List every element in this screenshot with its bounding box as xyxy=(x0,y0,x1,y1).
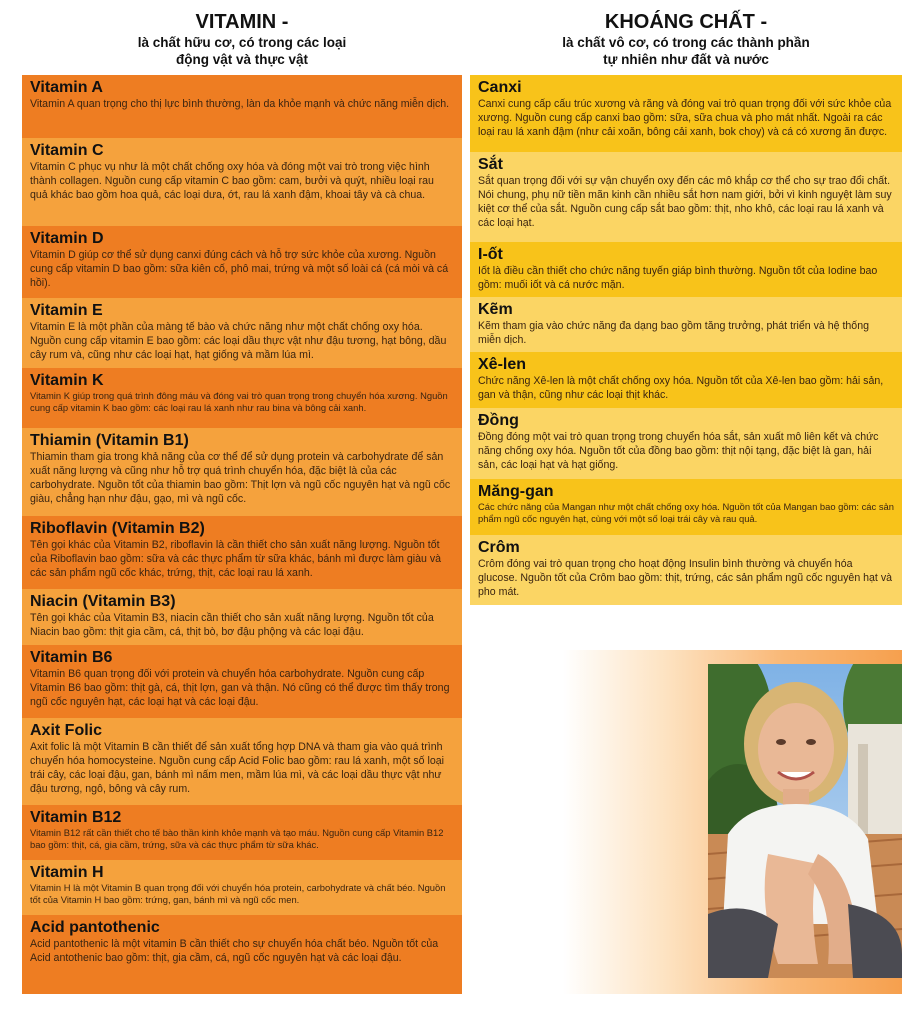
vitamin-item-b6 xyxy=(22,645,462,718)
mineral-item-kem xyxy=(470,297,902,352)
vitamin-desc: Tên gọi khác của Vitamin B2, riboflavin là cần thiết cho sản xuất năng lượng. Nguồn tốt của Riboflavin bao gồm: sữa và các thực phẩm từ sữa khác, bánh mì được làm giàu và các sản phẩm ngũ cốc khác, trứng, thịt, các loại rau lá xanh. xyxy=(30,539,442,579)
mineral-desc: Canxi cung cấp cấu trúc xương và răng và đóng vai trò quan trọng đối với sức khỏe của xương. Nguồn cung cấp canxi bao gồm: sữa, sữa chua và pho mát nhất. Ngoài ra các loại rau lá xanh đậm (như cải xoăn, bông cải xanh, bok choy) và cá có xương ăn được. xyxy=(478,98,892,138)
vitamin-item-a xyxy=(22,75,462,138)
vitamin-name: Vitamin E xyxy=(30,302,103,319)
mineral-subtitle-line1: là chất vô cơ, có trong các thành phần xyxy=(562,35,810,50)
mineral-desc: Sắt quan trọng đối với sự vận chuyển oxy đến các mô khắp cơ thể cho sự trao đổi chất. Nói chung, phụ nữ tiền mãn kinh cần nhiều sắt hơn nam giới, bởi vì kinh nguyệt làm suy kiệt cơ thể của sắt. Nguồn cung cấp sắt bao gồm: thịt, nho khô, các loại rau lá xanh và các loại hạt. xyxy=(478,175,892,229)
mineral-item-dong xyxy=(470,408,902,479)
woman-photo-illustration xyxy=(708,664,902,978)
vitamin-name: Niacin (Vitamin B3) xyxy=(30,593,176,610)
mineral-name: Xê-len xyxy=(478,356,527,373)
vitamin-item-d xyxy=(22,226,462,298)
mineral-item-canxi xyxy=(470,75,902,152)
mineral-desc: Kẽm tham gia vào chức năng đa dạng bao gồm tăng trưởng, phát triển và hệ thống miễn dịch. xyxy=(478,320,869,346)
vitamin-desc: Vitamin K giúp trong quá trình đông máu và đóng vai trò quan trọng trong chuyển hóa xương. Nguồn cung cấp vitamin K bao gồm: các loại rau lá xanh như rau bina và bông cải xanh. xyxy=(30,390,448,413)
mineral-item-xelen xyxy=(470,352,902,408)
mineral-item-manggan xyxy=(470,479,902,535)
vitamin-item-folic xyxy=(22,718,462,805)
woman-photo xyxy=(708,664,902,978)
mineral-desc: Đồng đóng một vai trò quan trọng trong chuyển hóa sắt, sản xuất mô liên kết và chức năng chống oxy hóa. Nguồn tốt của đồng bao gồm: thịt nội tạng, đặc biệt là gan, hải sản, các loại hạt và hạt giống. xyxy=(478,431,879,471)
vitamin-name: Riboflavin (Vitamin B2) xyxy=(30,520,205,537)
vitamin-item-k xyxy=(22,368,462,428)
vitamin-item-b3 xyxy=(22,589,462,645)
vitamin-name: Vitamin H xyxy=(30,864,104,881)
vitamin-desc: Vitamin H là một Vitamin B quan trọng đối với chuyển hóa protein, carbohydrate và chất béo. Nguồn tốt của Vitamin H bao gồm: trứng, gan, bánh mì và ngũ cốc men. xyxy=(30,882,446,905)
vitamin-subtitle-line1: là chất hữu cơ, có trong các loại xyxy=(137,35,347,50)
mineral-name: Măng-gan xyxy=(478,483,554,500)
vitamin-item-e xyxy=(22,298,462,368)
mineral-desc: Chức năng Xê-len là một chất chống oxy hóa. Nguồn tốt của Xê-len bao gồm: hải sản, gan và thận, cũng như các loại thịt khác. xyxy=(478,375,884,401)
vitamin-subtitle-line2: động vật và thực vật xyxy=(175,52,309,67)
mineral-name: Canxi xyxy=(478,79,522,96)
mineral-name: Sắt xyxy=(478,156,503,173)
vitamin-desc: Vitamin B12 rất cần thiết cho tế bào thần kinh khỏe mạnh và tạo máu. Nguồn cung cấp Vitamin B12 bao gồm: thịt, cá, gia cầm, trứng, sữa và các thực phẩm từ sữa khác. xyxy=(30,827,444,850)
vitamin-name: Vitamin B6 xyxy=(30,649,113,666)
mineral-desc: Crôm đóng vai trò quan trọng cho hoạt động Insulin bình thường và chuyển hóa glucose. Nguồn tốt của Crôm bao gồm: thịt, trứng, các sản phẩm ngũ cốc nguyên hạt và pho mát. xyxy=(478,558,893,598)
mineral-desc: Các chức năng của Mangan như một chất chống oxy hóa. Nguồn tốt của Mangan bao gồm: các sản phẩm ngũ cốc nguyên hạt, cùng với một số loại trái cây và rau quả. xyxy=(478,501,894,524)
vitamin-name: Vitamin A xyxy=(30,79,103,96)
vitamin-item-c xyxy=(22,138,462,226)
vitamin-name: Axit Folic xyxy=(30,722,103,739)
mineral-name: I-ốt xyxy=(478,246,503,263)
vitamin-desc: Acid pantothenic là một vitamin B cần thiết cho sự chuyển hóa chất béo. Nguồn tốt của Acid antothenic bao gồm: thịt, gia cầm, cá, ngũ cốc nguyên hạt và các loại đậu. xyxy=(30,938,439,964)
vitamin-name: Vitamin B12 xyxy=(30,809,122,826)
vitamin-desc: Vitamin B6 quan trọng đối với protein và chuyển hóa carbohydrate. Nguồn cung cấp Vitamin B6 bao gồm: thịt gà, cá, thịt lợn, gan và thận. Nó cũng có thể được tìm thấy trong ngũ cốc nguyên hạt, các loại hạt và các loại đậu. xyxy=(30,668,450,708)
vitamin-name: Acid pantothenic xyxy=(30,919,160,936)
vitamin-desc: Vitamin D giúp cơ thể sử dụng canxi đúng cách và hỗ trợ sức khỏe của xương. Nguồn cung cấp vitamin D bao gồm: sữa kiên cố, phô mai, trứng và một số loài cá (cá mòi và cá hồi). xyxy=(30,249,449,289)
vitamin-name: Vitamin K xyxy=(30,372,104,389)
vitamin-item-b12 xyxy=(22,805,462,860)
vitamin-item-b2 xyxy=(22,516,462,589)
vitamin-desc: Tên gọi khác của Vitamin B3, niacin cần thiết cho sản xuất năng lượng. Nguồn tốt của Niacin bao gồm: thịt gia cầm, cá, thịt bò, bơ đậu phộng và các loại đậu. xyxy=(30,612,434,638)
vitamin-item-h xyxy=(22,860,462,915)
mineral-name: Crôm xyxy=(478,539,520,556)
vitamin-name: Thiamin (Vitamin B1) xyxy=(30,432,189,449)
vitamin-list xyxy=(22,75,462,994)
mineral-name: Đồng xyxy=(478,412,519,429)
vitamin-header xyxy=(22,10,462,68)
mineral-item-sat xyxy=(470,152,902,242)
vitamin-name: Vitamin C xyxy=(30,142,104,159)
mineral-subtitle-line2: tự nhiên như đất và nước xyxy=(603,52,769,67)
vitamin-name: Vitamin D xyxy=(30,230,104,247)
vitamin-item-pantothenic xyxy=(22,915,462,994)
mineral-name: Kẽm xyxy=(478,301,513,318)
mineral-header xyxy=(470,10,902,68)
vitamin-desc: Vitamin E là một phần của màng tế bào và chức năng như một chất chống oxy hóa. Nguồn cung cấp vitamin E bao gồm: các loại dầu thực vật như đậu tương, hạt bông, dầu cây rum và, cũng như các loại hạt, hạt giống và mầm lúa mì. xyxy=(30,321,447,361)
vitamin-desc: Vitamin A quan trọng cho thị lực bình thường, làn da khỏe mạnh và chức năng miễn dịch. xyxy=(30,98,450,110)
vitamin-desc: Thiamin tham gia trong khả năng của cơ thể để sử dụng protein và carbohydrate để sản xuất năng lượng và cũng như hỗ trợ quá trình chuyển hóa, đặc biệt là của các carbohydrate. Nguồn tốt của thiamin bao gồm: Thịt lợn và ngũ cốc nguyên hạt và ngũ cốc giàu, chẳng hạn như đậu, gạo, mì và ngũ cốc. xyxy=(30,451,451,505)
mineral-item-crom xyxy=(470,535,902,605)
vitamin-title: VITAMIN - xyxy=(195,11,289,33)
vitamin-desc: Vitamin C phục vụ như là một chất chống oxy hóa và đóng một vai trò trong việc hình thành collagen. Nguồn cung cấp vitamin C bao gồm: cam, bưởi và quýt, nhiều loại rau quả khác bao gồm hoa quả, các loại dưa, ớt, rau lá xanh đậm, khoai tây và cà chua. xyxy=(30,161,434,201)
vitamin-item-b1 xyxy=(22,428,462,516)
mineral-list xyxy=(470,75,902,605)
mineral-desc: Iốt là điều cần thiết cho chức năng tuyến giáp bình thường. Nguồn tốt của Iodine bao gồm: muối iốt và cá nước mặn. xyxy=(478,265,878,291)
mineral-title: KHOÁNG CHẤT - xyxy=(604,11,768,33)
vitamin-desc: Axit folic là một Vitamin B cần thiết để sản xuất tổng hợp DNA và tham gia vào quá trình chuyển hóa homocysteine. Nguồn cung cấp Acid Folic bao gồm: rau lá xanh, một số loại trái cây, các loại đậu, gan, bánh mì nấm men, mầm lúa mì, và các loại dầu thực vật như đậu tương, ngô, bông và cây rum. xyxy=(30,741,444,795)
mineral-item-iot xyxy=(470,242,902,297)
